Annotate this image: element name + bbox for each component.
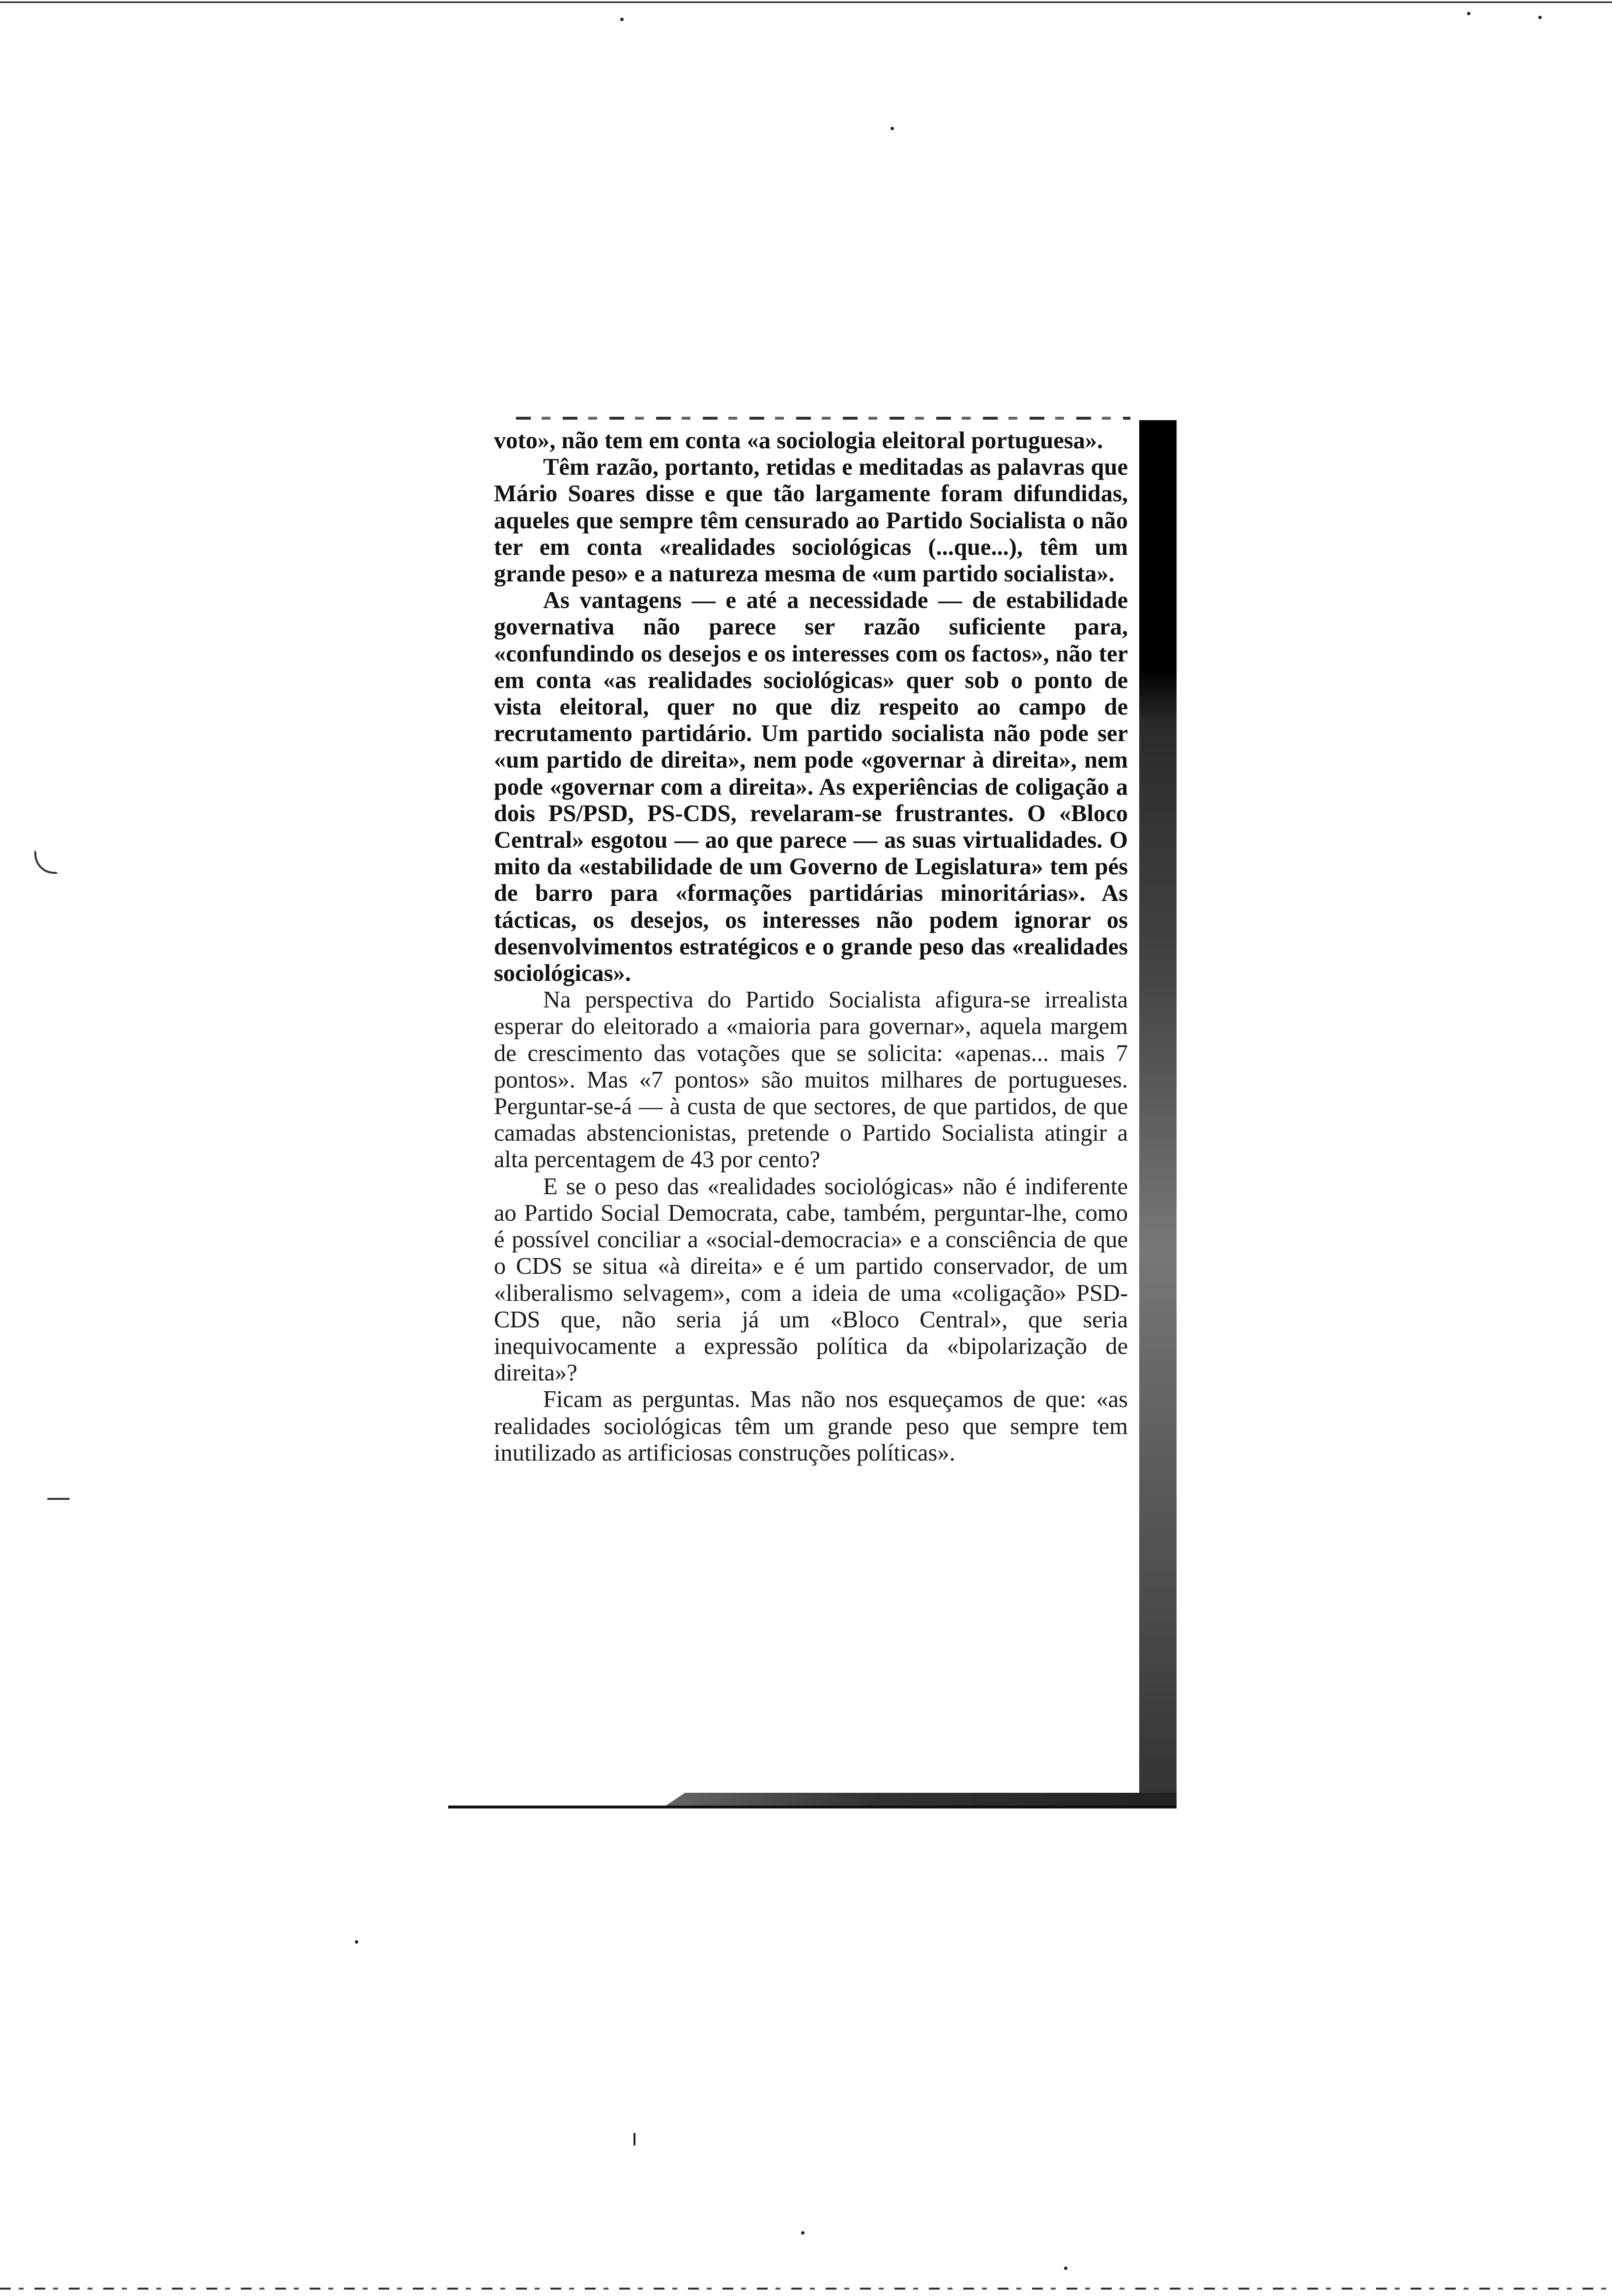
paragraph-mario-soares: Têm razão, portanto, retidas e meditadas as palavras que Mário Soares disse e que tão largamente foram difundidas, aqueles que sempre têm censurado ao Partido Socialista o não ter em conta «realidades sociológicas (...que...), têm um grande peso» e a natureza mesma de «um partido socialista». xyxy=(494,454,1128,587)
scan-speck xyxy=(801,2231,805,2235)
margin-dash-mark xyxy=(47,1498,70,1500)
paragraph-opening-fragment: voto», não tem em conta «a sociologia eleitoral portuguesa». xyxy=(494,428,1103,454)
scan-bottom-edge xyxy=(0,2288,1612,2290)
paragraph-ficam-as-perguntas: Ficam as perguntas. Mas não nos esqueçamos de que: «as realidades sociológicas têm um grande peso que sempre tem inutilizado as artificiosas construções políticas». xyxy=(494,1386,1128,1466)
scan-top-edge xyxy=(0,1,1612,3)
paragraph-perspectiva-ps: Na perspectiva do Partido Socialista afigura-se irrealista esperar do eleitorado a «maioria para governar», aquela margem de crescimento das votações que se solicita: «apenas... mais 7 pontos». Mas «7 pontos» são muitos milhares de portugueses. Perguntar-se-á — à custa de que sectores, de que partidos, de que camadas abstencionistas, pretende o Partido Socialista atingir a alta percentagem de 43 por cento? xyxy=(494,987,1128,1173)
margin-bracket-mark xyxy=(34,850,58,874)
paragraph-psd-cds: E se o peso das «realidades sociológicas» não é indiferente ao Partido Social Democrata, cabe, também, perguntar-lhe, como é possível conciliar a «social-democracia» e a consciência de que o CDS se situa «à direita» e é um partido conservador, de um «liberalismo selvagem», com a ideia de uma «coligação» PSD-CDS que, não seria já um «Bloco Central», que seria inequivocamente a expressão política da «bipolarização de direita»? xyxy=(494,1173,1128,1386)
scan-speck xyxy=(620,18,624,21)
clipping-right-shadow xyxy=(1139,420,1177,1801)
newspaper-clipping-text xyxy=(494,428,1128,1466)
scan-speck xyxy=(1064,2267,1067,2270)
scan-speck xyxy=(355,1940,358,1944)
scan-speck xyxy=(891,127,894,130)
scan-speck xyxy=(1467,12,1470,15)
scan-speck xyxy=(633,2133,635,2146)
scan-speck xyxy=(1538,16,1542,19)
paragraph-vantagens: As vantagens — e até a necessidade — de estabilidade governativa não parece ser razão suficiente para, «confundindo os desejos e os interesses com os factos», não ter em conta «as realidades sociológicas» quer sob o ponto de vista eleitoral, quer no que diz respeito ao campo de recrutamento partidário. Um partido socialista não pode ser «um partido de direita», nem pode «governar à direita», nem pode «governar com a direita». As experiências de coligação a dois PS/PSD, PS-CDS, revelaram-se frustrantes. O «Bloco Central» esgotou — ao que parece — as suas virtualidades. O mito da «estabilidade de um Governo de Legislatura» tem pés de barro para «formações partidárias minoritárias». As tácticas, os desejos, os interesses não podem ignorar os desenvolvimentos estratégicos e o grande peso das «realidades sociológicas». xyxy=(494,587,1128,987)
clipping-top-edge xyxy=(516,417,1130,420)
clipping-bottom-shadow xyxy=(448,1793,1177,1810)
